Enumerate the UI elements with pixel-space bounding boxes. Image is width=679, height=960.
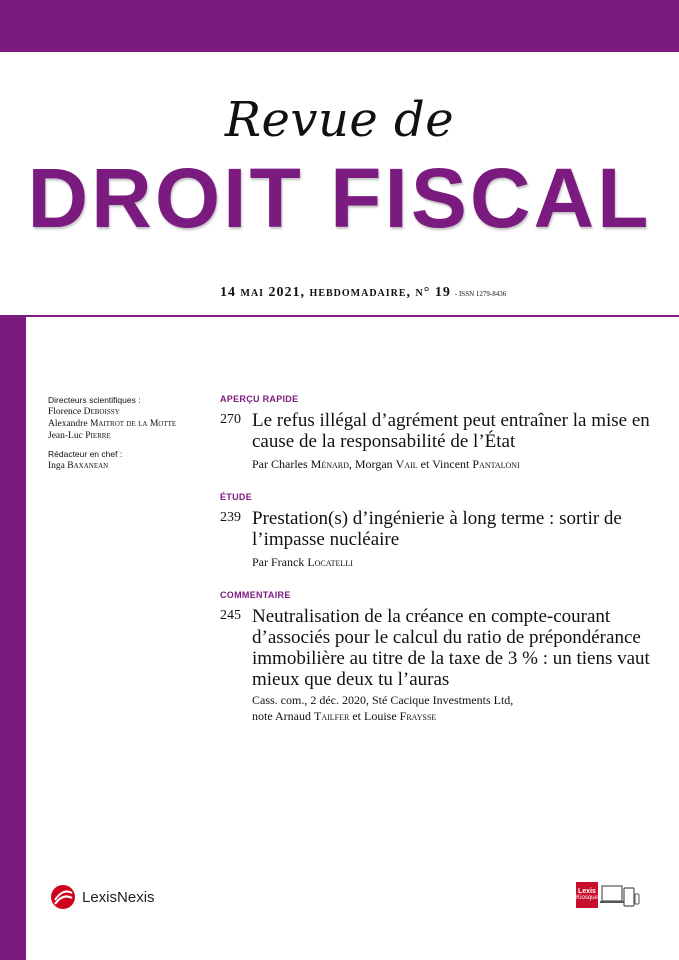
issue-date-number: 14 mai 2021, hebdomadaire, n° 19 [220,285,451,300]
devices-icon [600,884,640,908]
lexis-kiosque-badge: Lexis Kiosque [576,882,598,908]
article-authors: Par Franck Locatelli [252,555,353,569]
article-authors: note Arnaud Tailfer et Louise Fraysse [252,709,437,723]
article-entry[interactable] [220,508,650,570]
credits-block [48,394,218,472]
section-heading: COMMENTAIRE [220,590,291,600]
director-name: Alexandre Maitrot de la Motte [48,419,177,429]
lexis-kiosque-logo [576,882,640,908]
issn: - ISSN 1279-8436 [454,290,507,298]
lexisnexis-logo [50,884,155,910]
article-entry[interactable] [220,606,650,724]
publisher-name: LexisNexis [82,888,155,906]
section-commentaire [220,590,650,724]
horizontal-rule [26,315,679,317]
issue-line [220,285,506,301]
top-color-band [0,0,679,52]
lexisnexis-logo-icon [50,884,76,910]
article-number: 239 [220,510,241,525]
article-title[interactable]: Le refus illégal d’agrément peut entraîner la mise en cause de la responsabilité de l’État [252,410,650,452]
editor-name: Inga Baxanean [48,461,109,471]
case-reference: Cass. com., 2 déc. 2020, Sté Cacique Investments Ltd, [252,693,514,707]
section-heading: APERÇU RAPIDE [220,394,299,404]
section-heading: ÉTUDE [220,492,253,502]
section-etude [220,492,650,570]
directors-label: Directeurs scientifiques : [48,395,141,405]
article-entry[interactable] [220,410,650,472]
article-number: 270 [220,412,241,427]
side-color-band [0,315,26,960]
director-name: Florence Deboissy [48,407,120,417]
article-title[interactable]: Prestation(s) d’ingénierie à long terme : sortir de l’impasse nucléaire [252,508,622,550]
article-title[interactable]: Neutralisation de la créance en compte-courant d’associés pour le calcul du ratio de prépondérance immobilière au titre de la taxe de 3 % : un tiens vaut mieux que deux tu l’auras [252,606,650,690]
article-authors: Par Charles Ménard, Morgan Vail et Vincent Pantaloni [252,457,520,471]
section-apercu-rapide [220,394,650,472]
article-number: 245 [220,608,241,623]
editor-label: Rédacteur en chef : [48,449,123,459]
director-name: Jean-Luc Pierre [48,431,111,441]
masthead-title-line2: DROIT FISCAL [27,151,652,245]
masthead-title-line1: Revue de [224,92,455,148]
